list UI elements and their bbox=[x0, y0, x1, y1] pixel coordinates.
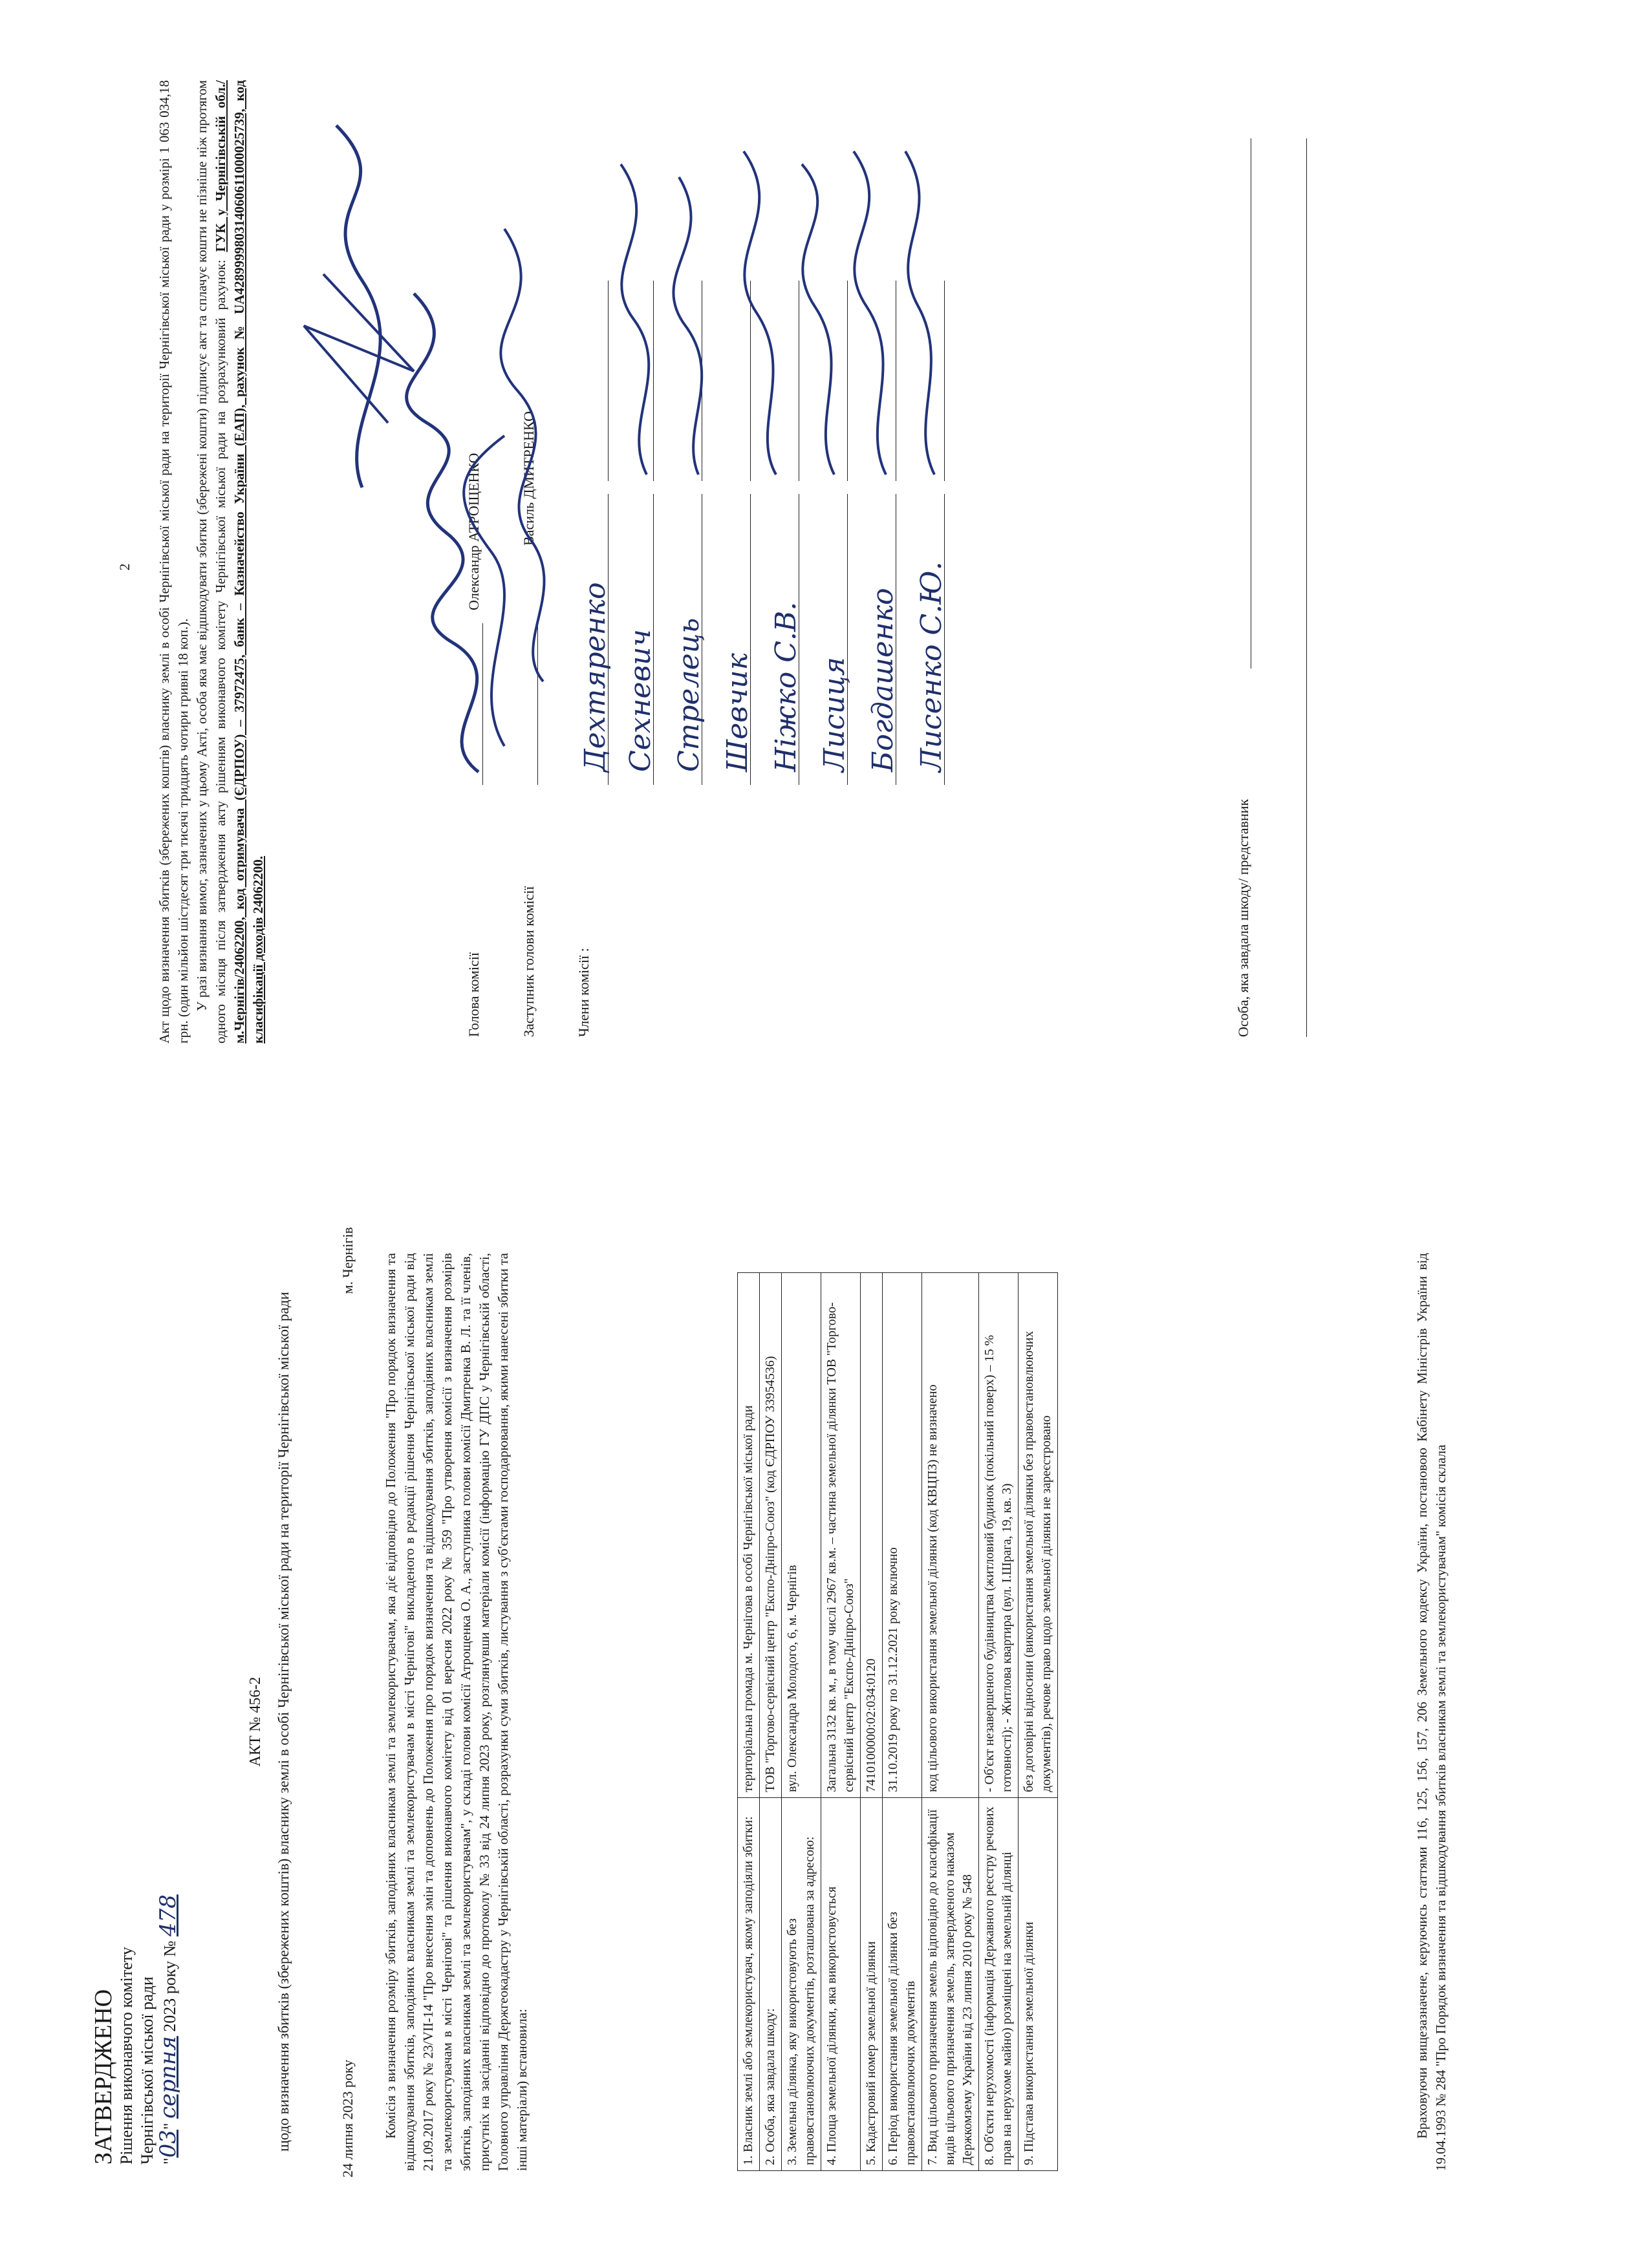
member-line bbox=[847, 281, 848, 481]
conclusion-paragraph: Враховуючи вищезазначене, керуючись статтями 116, 125, 156, 157, 206 Земельного кодексу України, постановою Кабінету Міністрів України від 19.04.1993 № 284 "Про Порядок визначення та відшкодування збитків власникам землі та землекористувачам" комісія склала bbox=[1414, 1253, 1449, 2171]
row-value: 7410100000:02:034:0120 bbox=[861, 1273, 883, 1798]
member-line bbox=[653, 281, 654, 481]
page-1 bbox=[0, 1134, 1649, 2268]
table-row bbox=[922, 1273, 979, 2171]
page2-text bbox=[155, 80, 268, 1043]
row-label: 7. Вид цільового призначення земель відповідно до класифікації видів цільового призначення земель, затвердженого наказом Держкомзему України від 23 липня 2010 року № 548 bbox=[922, 1798, 979, 2171]
culprit-signature-line-2 bbox=[1306, 138, 1307, 1037]
row-label: 5. Кадастровий номер земельної ділянки bbox=[861, 1798, 883, 2171]
row-label: 3. Земельна ділянка, яку використовують без правовстановлюючих документів, розташована за адресою: bbox=[782, 1798, 821, 2171]
member-handwritten-signature: Богдашенко bbox=[867, 588, 900, 772]
member-handwritten-signature: Шевчик bbox=[721, 653, 754, 772]
act-city: м. Чернігів bbox=[339, 1227, 356, 1294]
row-label: 4. Площа земельної ділянки, яка використовується bbox=[821, 1798, 861, 2171]
row-label: 9. Підстава використання земельної ділянки bbox=[1018, 1798, 1058, 2171]
member-line bbox=[750, 494, 751, 785]
row-value: вул. Олександра Молодого, 6, м. Чернігів bbox=[782, 1273, 821, 1798]
row-value: Загальна 3132 кв. м., в тому числі 2967 кв.м. – частина земельної ділянки ТОВ "Торгово-сервісний центр "Експо-Дніпро-Союз" bbox=[821, 1273, 861, 1798]
intro-paragraph: Комісія з визначення розміру збитків, заподіяних власникам землі та землекористувачам, яка діє відповідно до Положення "Про порядок визначення та відшкодування збитків, заподіяних власникам землі та землекористувачам в місті Чернігові" викладеного в редакції рішення Чернігівської міської ради від 21.09.2017 року № 23/VII-14 "Про внесення змін та доповнень до Положення про порядок визначення та відшкодування збитків, заподіяних власникам землі та землекористувачам в місті Чернігові" та рішення виконавчого комітету від 01 вересня 2022 року № 359 "Про утворення комісії з визначення розмірів збитків, заподіяних власникам землі та землекористувачам", у складі голови комісії Атрощенка О. А., заступника голови комісії Дмитренка В. Л. та її членів, присутніх на засіданні відповідно до протоколу № 33 від 24 липня 2023 року, розглянувши матеріали комісії (інформацію ГУ ДПС у Чернігівській області, Головного управління Держгеокадастру у Чернігівській області, розрахунки суми збитків, листування з суб'єктами господарювання, якими нанесені збитки та інші матеріали) встановила: bbox=[383, 1253, 530, 2171]
chairman-name: Олександр АТРОЩЕНКО bbox=[466, 453, 482, 610]
member-line bbox=[608, 281, 609, 481]
member-line bbox=[944, 281, 945, 481]
member-line bbox=[608, 494, 609, 785]
date-city-row bbox=[339, 1227, 356, 2177]
member-handwritten-signature: Стрелець bbox=[673, 617, 706, 772]
amount-paragraph: Акт щодо визначення збитків (збережених коштів) власнику землі в особі Чернігівської міської ради на території Чернігівської міської ради у розмірі 1 063 034,18 грн. (один мільйон шістдесят три тисячі тридцять чотири гривні 18 коп.). bbox=[156, 80, 191, 1043]
member-line bbox=[750, 281, 751, 481]
row-value: 31.10.2019 року по 31.12.2021 року включно bbox=[883, 1273, 922, 1798]
table-row bbox=[1018, 1273, 1058, 2171]
member-handwritten-signature: Лисиця bbox=[818, 657, 851, 772]
handwritten-number: 478 bbox=[155, 1894, 181, 1937]
approval-date: "03" серпня 2023 року № 478 bbox=[155, 1894, 181, 2165]
signature-line bbox=[482, 623, 483, 785]
member-handwritten-signature: Дехтяренко bbox=[579, 582, 612, 772]
page-number: 2 bbox=[116, 563, 133, 571]
member-line bbox=[944, 494, 945, 785]
chairman-label: Голова комісії bbox=[466, 952, 482, 1037]
bank-details: ГУК у Чернігівській обл./м.Чернігів/24062200, код отримувача (ЄДРПОУ) – 37972475, банк – Казначейство України (ЕАП), рахунок № UA428999980314060611000025739, код класифікації доходів 24062200. bbox=[213, 80, 266, 1043]
row-label: 2. Особа, яка завдала шкоду: bbox=[760, 1798, 782, 2171]
member-handwritten-signature: Ніжко С.В. bbox=[770, 601, 803, 772]
handwritten-month: серпня bbox=[155, 2036, 181, 2119]
approval-block bbox=[91, 1894, 180, 2165]
handwritten-day: 03 bbox=[155, 2130, 181, 2158]
table-row bbox=[883, 1273, 922, 2171]
row-label: 1. Власник землі або землекористувач, якому заподіяли збитки: bbox=[738, 1798, 760, 2171]
member-line bbox=[847, 494, 848, 785]
row-label: 8. Об'єкти нерухомості (інформація Державного реєстру речових прав на нерухоме майно) розміщені на земельній ділянці bbox=[979, 1798, 1018, 2171]
table-row bbox=[979, 1273, 1018, 2171]
deputy-label: Заступник голови комісії bbox=[521, 886, 537, 1037]
act-subtitle: щодо визначення збитків (збережених коштів) власнику землі в особі Чернігівської міської ради на території Чернігівської міської ради bbox=[275, 1292, 292, 2152]
row-value: - Об'єкт незавершеного будівництва (житловий будинок (покільний поверх) – 15 % готовності); - Житлова квартира (вул. І.Шрага, 19, кв. 3) bbox=[979, 1273, 1018, 1798]
table-row bbox=[821, 1273, 861, 2171]
deputy-name: Василь ДМИТРЕНКО bbox=[521, 411, 537, 546]
act-info-table bbox=[737, 1272, 1058, 2171]
culprit-label: Особа, яка завдала шкоду/ представник bbox=[1235, 798, 1251, 1037]
payment-paragraph: У разі визнання вимог, зазначених у цьому Акті, особа яка має відшкодувати збитки (збережені кошти) підписує акт та сплачує кошти не пізніше ніж протягом одного місяця після затвердження акту рішенням виконавчого комітету Чернігівської міської ради на розрахунковий рахунок: ГУК у Чернігівській обл./м.Чернігів/24062200, код отримувача (ЄДРПОУ) – 37972475, банк – Казначейство України (ЕАП), рахунок № UA428999980314060611000025739, код класифікації доходів 24062200. bbox=[194, 80, 266, 1043]
signature-line bbox=[537, 623, 538, 785]
members-label: Члени комісії : bbox=[576, 948, 592, 1037]
approval-line-2: Чернігівської міської ради bbox=[138, 1976, 156, 2165]
table-row bbox=[738, 1273, 760, 2171]
row-value: територіальна громада м. Чернігова в особі Чернігівської міської ради bbox=[738, 1273, 760, 1798]
row-value: код цільового використання земельної ділянки (код КВЦПЗ) не визначено bbox=[922, 1273, 979, 1798]
row-label: 6. Період використання земельної ділянки без правовстановлюючих документів bbox=[883, 1798, 922, 2171]
table-row bbox=[861, 1273, 883, 2171]
table-row bbox=[782, 1273, 821, 2171]
member-handwritten-signature: Сехневич bbox=[624, 629, 657, 772]
row-value: ТОВ "Торгово-сервісний центр "Експо-Дніпро-Союз" (код ЄДРПОУ 33954536) bbox=[760, 1273, 782, 1798]
act-number: АКТ № 456-2 bbox=[247, 1676, 264, 1767]
member-handwritten-signature: Лисенко С.Ю. bbox=[915, 561, 948, 772]
row-value: без договірні відносини (використання земельної ділянки без правовстановлюючих документів), речове право щодо земельної ділянки не зареєстровано bbox=[1018, 1273, 1058, 1798]
act-heading bbox=[246, 1253, 294, 2190]
act-date: 24 липня 2023 року bbox=[339, 2059, 356, 2177]
approval-title: ЗАТВЕРДЖЕНО bbox=[90, 1989, 117, 2165]
approval-line-1: Рішення виконавчого комітету bbox=[117, 1947, 136, 2165]
table-row bbox=[760, 1273, 782, 2171]
member-line bbox=[653, 494, 654, 785]
